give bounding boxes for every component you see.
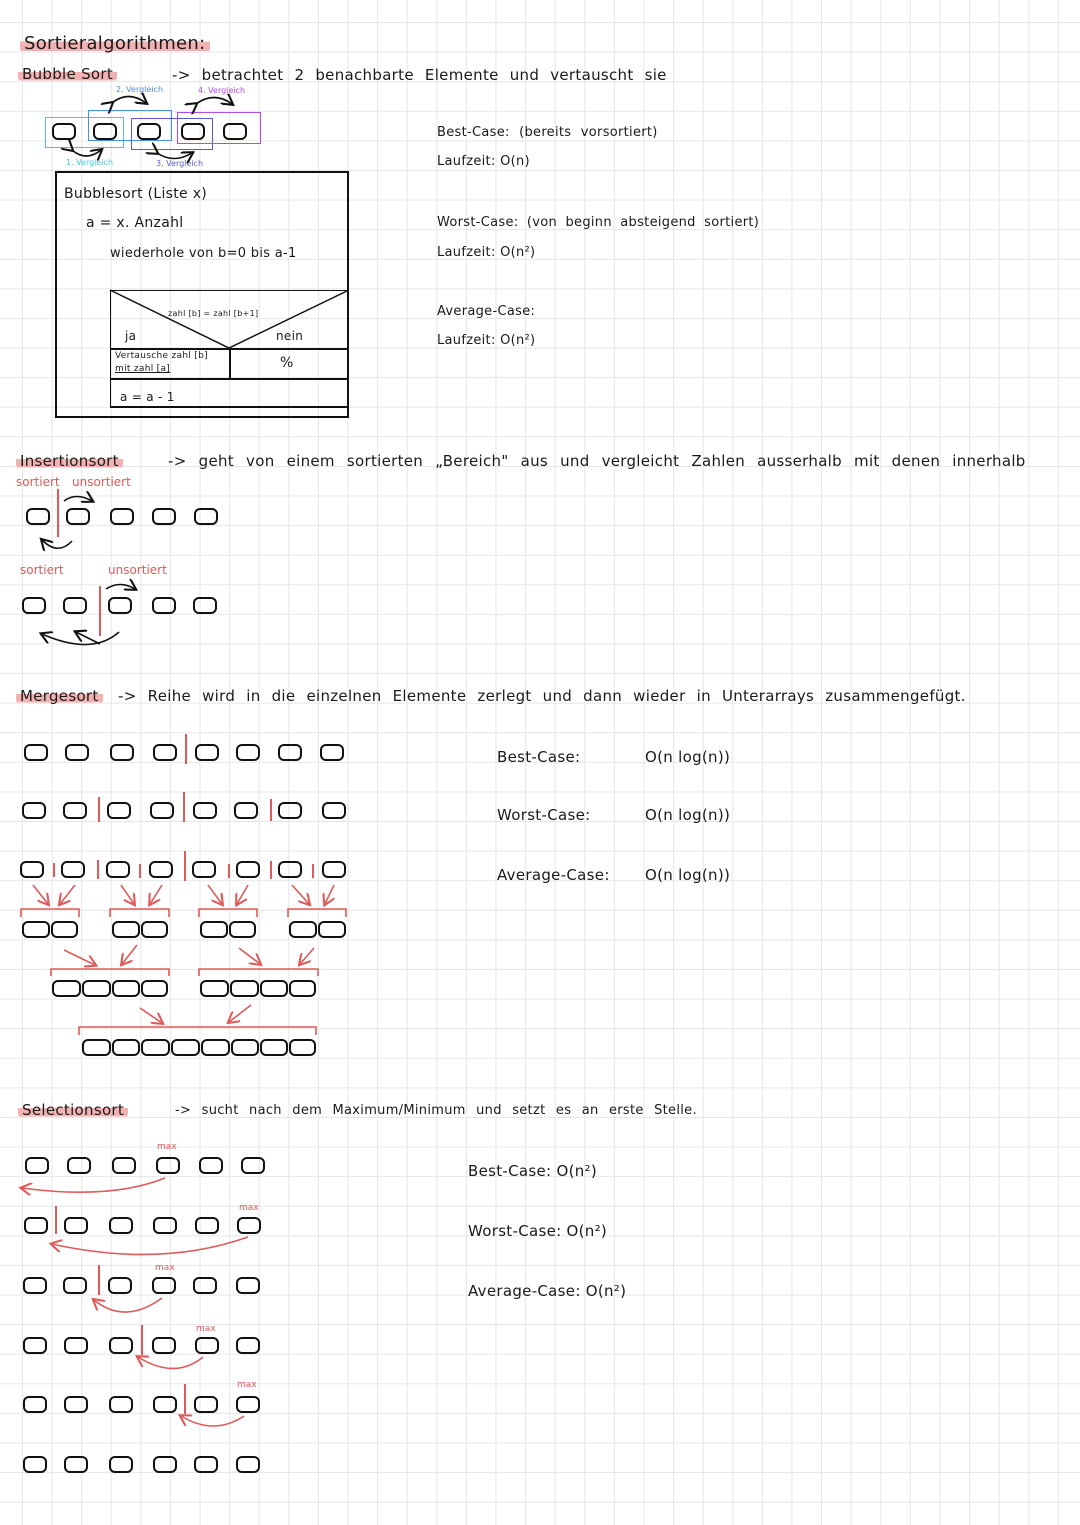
array-element: [194, 1456, 218, 1473]
split-line: [270, 861, 272, 879]
array-element: [22, 597, 46, 614]
merge-description: -> Reihe wird in die einzelnen Elemente zerlegt und dann wieder in Unterarrays zusammengefügt.: [118, 687, 966, 705]
bubble-average-runtime: Laufzeit: O(n²): [437, 333, 536, 348]
nsd-decrement: a = a - 1: [120, 390, 175, 404]
array-element: [234, 802, 258, 819]
array-element: [66, 508, 90, 525]
split-line: [184, 851, 186, 881]
array-element: [110, 508, 134, 525]
page-title: Sortieralgorithmen:: [20, 33, 210, 54]
nsd-divider: [110, 378, 349, 380]
nsd-condition: zahl [b] = zahl [b+1]: [168, 309, 259, 318]
array-element: [152, 1277, 176, 1294]
split-line: [97, 860, 99, 879]
nsd-no: nein: [276, 329, 304, 343]
bubble-average-case: Average-Case:: [437, 304, 536, 319]
sorted-label: sortiert: [20, 563, 64, 577]
array-element: [64, 1337, 88, 1354]
partition-line: [184, 1384, 186, 1414]
selection-average: Average-Case: O(n²): [468, 1282, 627, 1300]
max-label: max: [237, 1380, 257, 1390]
array-element: [200, 921, 228, 938]
unsorted-label: unsortiert: [108, 563, 167, 577]
merge-average-label: Average-Case:: [497, 866, 610, 884]
array-element: [289, 1039, 316, 1056]
array-element: [260, 980, 288, 997]
array-element: [231, 1039, 259, 1056]
array-element: [236, 1456, 260, 1473]
array-element: [110, 744, 134, 761]
array-element: [109, 1456, 133, 1473]
max-label: max: [196, 1324, 216, 1334]
array-element: [289, 921, 317, 938]
nsd-divider: [229, 348, 231, 378]
array-element: [107, 802, 131, 819]
array-element: [67, 1157, 91, 1174]
array-element: [223, 123, 247, 140]
compare-label-4: 4. Vergleich: [198, 86, 246, 95]
array-element: [109, 1337, 133, 1354]
split-line: [53, 863, 55, 877]
array-element: [112, 980, 140, 997]
array-element: [192, 861, 216, 878]
array-element: [23, 1396, 47, 1413]
split-line: [270, 799, 272, 821]
compare-label-2: 2. Vergleich: [116, 85, 164, 94]
array-element: [149, 861, 173, 878]
sorted-label: sortiert: [16, 475, 60, 489]
array-element: [236, 861, 260, 878]
array-element: [63, 1277, 87, 1294]
partition-line: [99, 586, 101, 636]
array-element: [24, 1217, 48, 1234]
nsd-swap-1: Vertausche zahl [b]: [115, 351, 208, 361]
max-label: max: [239, 1203, 259, 1213]
array-element: [193, 1277, 217, 1294]
array-element: [153, 744, 177, 761]
split-line: [183, 792, 185, 822]
array-element: [195, 1337, 219, 1354]
array-element: [51, 921, 78, 938]
merge-worst-label: Worst-Case:: [497, 806, 591, 824]
array-element: [112, 1039, 140, 1056]
selection-description: -> sucht nach dem Maximum/Minimum und setzt es an erste Stelle.: [175, 1103, 697, 1118]
array-element: [25, 1157, 49, 1174]
array-element: [289, 980, 316, 997]
array-element: [64, 1217, 88, 1234]
array-element: [236, 1337, 260, 1354]
selection-heading: Selectionsort: [18, 1101, 128, 1119]
array-element: [278, 861, 302, 878]
array-element: [108, 1277, 132, 1294]
selection-worst: Worst-Case: O(n²): [468, 1222, 608, 1240]
array-element: [64, 1456, 88, 1473]
array-element: [112, 1157, 136, 1174]
partition-line: [57, 489, 59, 537]
nsd-yes: ja: [125, 329, 137, 343]
nsd-empty: %: [280, 355, 294, 371]
array-element: [141, 1039, 170, 1056]
array-element: [194, 1396, 218, 1413]
partition-line: [141, 1325, 143, 1355]
array-element: [195, 744, 219, 761]
array-element: [152, 1337, 176, 1354]
array-element: [153, 1396, 177, 1413]
array-element: [171, 1039, 200, 1056]
compare-label-3: 3. Vergleich: [156, 159, 204, 168]
bubble-description: -> betrachtet 2 benachbarte Elemente und vertauscht sie: [172, 66, 667, 84]
array-element: [22, 802, 46, 819]
selection-best: Best-Case: O(n²): [468, 1162, 597, 1180]
array-element: [23, 1337, 47, 1354]
array-element: [64, 1396, 88, 1413]
array-element: [236, 1396, 260, 1413]
array-element: [320, 744, 344, 761]
array-element: [108, 597, 132, 614]
nsd-loop: wiederhole von b=0 bis a-1: [110, 246, 297, 261]
array-element: [61, 861, 85, 878]
array-element: [150, 802, 174, 819]
merge-worst-value: O(n log(n)): [645, 806, 731, 824]
nsd-divider: [110, 406, 349, 408]
array-element: [109, 1396, 133, 1413]
merge-best-value: O(n log(n)): [645, 748, 731, 766]
bubble-worst-runtime: Laufzeit: O(n²): [437, 245, 536, 260]
nsd-swap-2: mit zahl [a]: [115, 364, 171, 374]
array-element: [22, 921, 50, 938]
split-line: [228, 864, 230, 878]
array-element: [52, 123, 76, 140]
compare-label-1: 1. Vergleich: [66, 158, 114, 167]
split-line: [98, 797, 100, 822]
array-element: [23, 1456, 47, 1473]
array-element: [236, 744, 260, 761]
partition-line: [55, 1206, 57, 1234]
array-element: [322, 802, 346, 819]
array-element: [63, 597, 87, 614]
array-element: [109, 1217, 133, 1234]
array-element: [141, 980, 168, 997]
bubble-worst-case: Worst-Case: (von beginn absteigend sortiert): [437, 215, 760, 230]
array-element: [260, 1039, 288, 1056]
split-line: [312, 864, 314, 878]
array-element: [230, 980, 259, 997]
split-line: [139, 864, 141, 878]
bubble-best-runtime: Laufzeit: O(n): [437, 154, 530, 169]
partition-line: [98, 1265, 100, 1295]
array-element: [181, 123, 205, 140]
split-line: [185, 734, 187, 764]
bubble-heading: Bubble Sort: [18, 65, 117, 83]
array-element: [153, 1456, 177, 1473]
array-element: [195, 1217, 219, 1234]
array-element: [152, 508, 176, 525]
bubble-best-case: Best-Case: (bereits vorsortiert): [437, 125, 658, 140]
array-element: [93, 123, 117, 140]
insertion-heading: Insertionsort: [16, 452, 123, 470]
array-element: [322, 861, 346, 878]
array-element: [241, 1157, 265, 1174]
array-element: [229, 921, 256, 938]
unsorted-label: unsortiert: [72, 475, 131, 489]
max-label: max: [157, 1142, 177, 1152]
array-element: [112, 921, 140, 938]
nsd-header: Bubblesort (Liste x): [64, 186, 208, 202]
array-element: [193, 802, 217, 819]
array-element: [65, 744, 89, 761]
array-element: [137, 123, 161, 140]
array-element: [278, 744, 302, 761]
array-element: [26, 508, 50, 525]
array-element: [152, 597, 176, 614]
insertion-description: -> geht von einem sortierten „Bereich" aus und vergleicht Zahlen ausserhalb mit denen innerhalb: [168, 452, 1026, 470]
nsd-assign: a = x. Anzahl: [86, 215, 184, 231]
array-element: [200, 980, 229, 997]
array-element: [194, 508, 218, 525]
array-element: [153, 1217, 177, 1234]
array-element: [24, 744, 48, 761]
merge-average-value: O(n log(n)): [645, 866, 731, 884]
array-element: [20, 861, 44, 878]
array-element: [236, 1277, 260, 1294]
array-element: [237, 1217, 261, 1234]
array-element: [106, 861, 130, 878]
merge-best-label: Best-Case:: [497, 748, 581, 766]
array-element: [199, 1157, 223, 1174]
array-element: [63, 802, 87, 819]
array-element: [82, 1039, 111, 1056]
array-element: [201, 1039, 230, 1056]
max-label: max: [155, 1263, 175, 1273]
array-element: [141, 921, 168, 938]
array-element: [23, 1277, 47, 1294]
merge-heading: Mergesort: [16, 687, 103, 705]
array-element: [318, 921, 346, 938]
array-element: [278, 802, 302, 819]
array-element: [156, 1157, 180, 1174]
array-element: [82, 980, 111, 997]
array-element: [193, 597, 217, 614]
array-element: [52, 980, 81, 997]
